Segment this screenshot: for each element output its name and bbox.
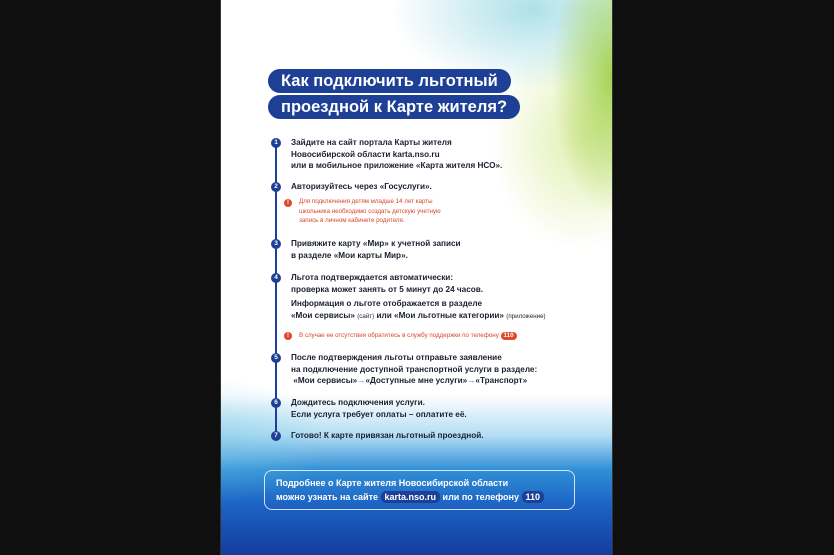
step-3-line-2: в разделе «Мои карты Мир». (291, 250, 408, 260)
page-title-line-2: проездной к Карте жителя? (268, 95, 520, 119)
arrow-right-icon: → (357, 376, 366, 385)
step-7-number: 7 (271, 431, 281, 441)
step-4-line-1: Льгота подтверждается автоматически: (291, 273, 454, 282)
step-6-line-1: Дождитесь подключения услуги. (291, 398, 425, 407)
step-6-line-2: Если услуга требует оплаты – оплатите её. (291, 409, 467, 419)
step-4-text (291, 272, 483, 295)
support-note: В случае ее отсутствия обратитесь в службу поддержки по телефону 110 (299, 331, 517, 341)
children-note-line-1: Для подключения детям младше 14 лет карты (299, 198, 433, 205)
page-title-line-1: Как подключить льготный (268, 69, 511, 93)
children-note-line-3: запись в личном кабинете родителя. (299, 217, 405, 224)
step-4-info-line-1: Информация о льготе отображается в разделе (291, 299, 483, 308)
document-page (221, 0, 612, 555)
step-7-line-1: Готово! К карте привязан льготный проездной. (291, 431, 484, 440)
page-edge-right (612, 0, 613, 555)
step-4-line-2: проверка может занять от 5 минут до 24 часов. (291, 284, 484, 294)
step-1-line-1: Зайдите на сайт портала Карты жителя (291, 138, 452, 147)
step-2-line-1: Авторизуйтесь через «Госуслуги». (291, 182, 432, 191)
step-4-number: 4 (271, 273, 281, 283)
footer-info-box (264, 470, 575, 510)
step-3-line-1: Привяжите карту «Мир» к учетной записи (291, 239, 461, 248)
children-note (299, 197, 441, 226)
step-6-number: 6 (271, 398, 281, 408)
step-4-info (291, 298, 546, 322)
step-5-path: «Мои сервисы»→«Доступные мне услуги»→«Транспорт» (293, 376, 528, 385)
step-4-info-line-2: «Мои сервисы» (сайт) или «Мои льготные категории» (приложение) (291, 310, 546, 320)
footer-line-1: Подробнее о Карте жителя Новосибирской области (276, 478, 509, 488)
footer-text (276, 476, 544, 504)
support-phone-badge: 110 (501, 332, 517, 340)
step-1-line-3: или в мобильное приложение «Карта жителя НСО». (291, 161, 503, 170)
step-1-line-2: Новосибирской области karta.nso.ru (291, 149, 440, 159)
arrow-right-icon: → (467, 376, 476, 385)
warning-icon: ! (284, 332, 292, 340)
step-6-text (291, 397, 467, 420)
step-3-text (291, 238, 461, 261)
footer-line-2: можно узнать на сайте karta.nso.ru или по телефону 110 (276, 490, 544, 504)
step-2-text (291, 181, 432, 193)
warning-icon: ! (284, 199, 292, 207)
step-1-text (291, 137, 502, 172)
step-5-line-2: на подключение доступной транспортной услуги в разделе: (291, 364, 538, 374)
step-1-number: 1 (271, 138, 281, 148)
step-5-line-1: После подтверждения льготы отправьте заявление (291, 353, 502, 362)
step-5-text (291, 352, 537, 387)
step-3-number: 3 (271, 239, 281, 249)
footer-site-link[interactable]: karta.nso.ru (381, 491, 441, 503)
step-5-number: 5 (271, 353, 281, 363)
children-note-line-2: школьника необходимо создать детскую учетную (299, 207, 441, 215)
step-2-number: 2 (271, 182, 281, 192)
step-7-text (291, 430, 484, 442)
footer-phone-badge: 110 (522, 491, 545, 503)
